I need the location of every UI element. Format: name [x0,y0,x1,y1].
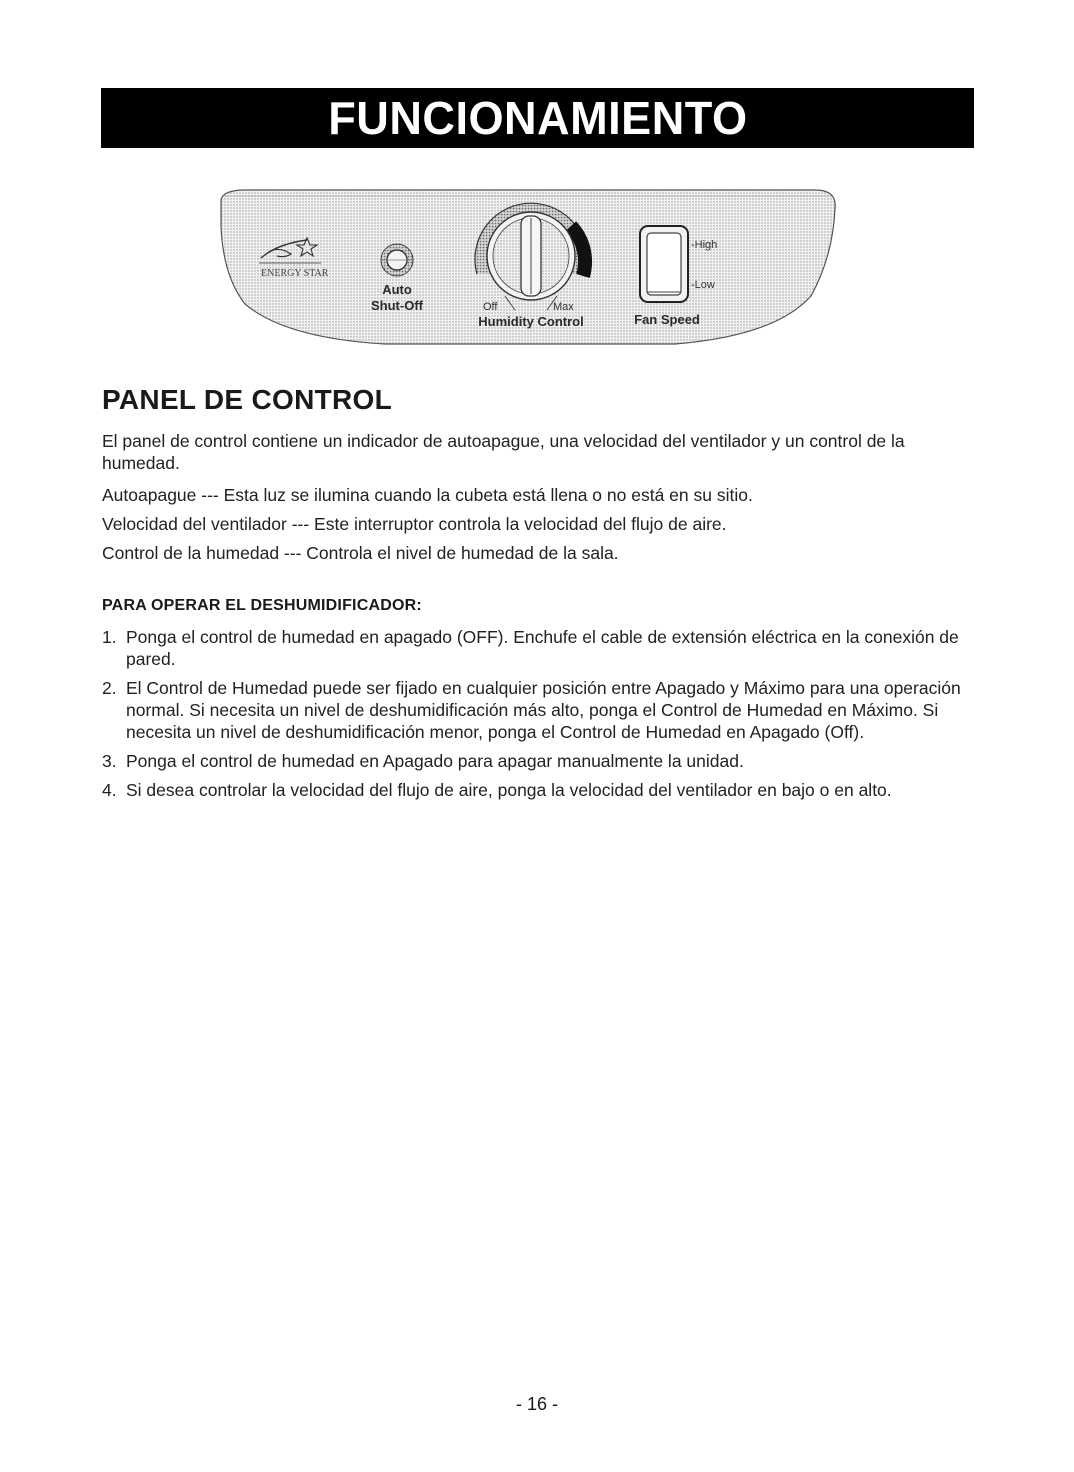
page-number: - 16 - [515,1394,558,1414]
shutoff-label: Shut-Off [371,298,423,313]
operate-subheading: PARA OPERAR EL DESHUMIDIFICADOR: [102,597,422,614]
fan-high-label: -High [691,239,718,251]
step-text: Ponga el control de humedad en Apagado para apagar manualmente la unidad. [126,751,744,771]
auto-label: Auto [382,282,412,297]
fan-speed-label: Fan Speed [634,312,700,327]
page-title: FUNCIONAMIENTO [327,92,748,144]
step-number: 3. [102,751,117,771]
step-text: Ponga el control de humedad en apagado (OFF). Enchufe el cable de extensión eléctrica en la conexión de pared. [126,627,959,669]
step-text: Si desea controlar la velocidad del flujo de aire, ponga la velocidad del ventilador en bajo o en alto. [126,780,892,800]
auto-shutoff-description: Autoapague --- Esta luz se ilumina cuando la cubeta está llena o no está en su sitio. [102,485,753,505]
step-number: 2. [102,678,117,698]
fan-low-label: -Low [691,279,715,291]
operating-steps-list [102,626,982,808]
fan-speed-description: Velocidad del ventilador --- Este interruptor controla la velocidad del flujo de aire. [102,514,727,534]
section-title-panel-de-control: PANEL DE CONTROL [102,384,392,415]
dial-off-label: Off [483,301,498,313]
humidity-control-label: Humidity Control [478,314,584,329]
list-item [102,750,982,772]
list-item [102,626,982,670]
list-item [102,779,982,801]
title-banner [101,88,974,148]
energy-star-text: ENERGY STAR [261,268,329,279]
step-number: 1. [102,627,117,647]
list-item [102,677,982,743]
dial-max-label: Max [553,301,574,313]
humidity-control-description: Control de la humedad --- Controla el nivel de humedad de la sala. [102,543,619,563]
step-number: 4. [102,780,117,800]
control-panel-illustration [215,186,840,351]
panel-intro-text: El panel de control contiene un indicador de autoapague, una velocidad del ventilador y un control de la humedad. [102,431,905,473]
step-text: El Control de Humedad puede ser fijado en cualquier posición entre Apagado y Máximo para una operación normal. Si necesita un nivel de deshumidificación más alto, ponga el Control de Humedad en Máximo. Si necesita un nivel de deshumidificación menor, ponga el Control de Humedad en Apagado (Off). [126,678,961,742]
